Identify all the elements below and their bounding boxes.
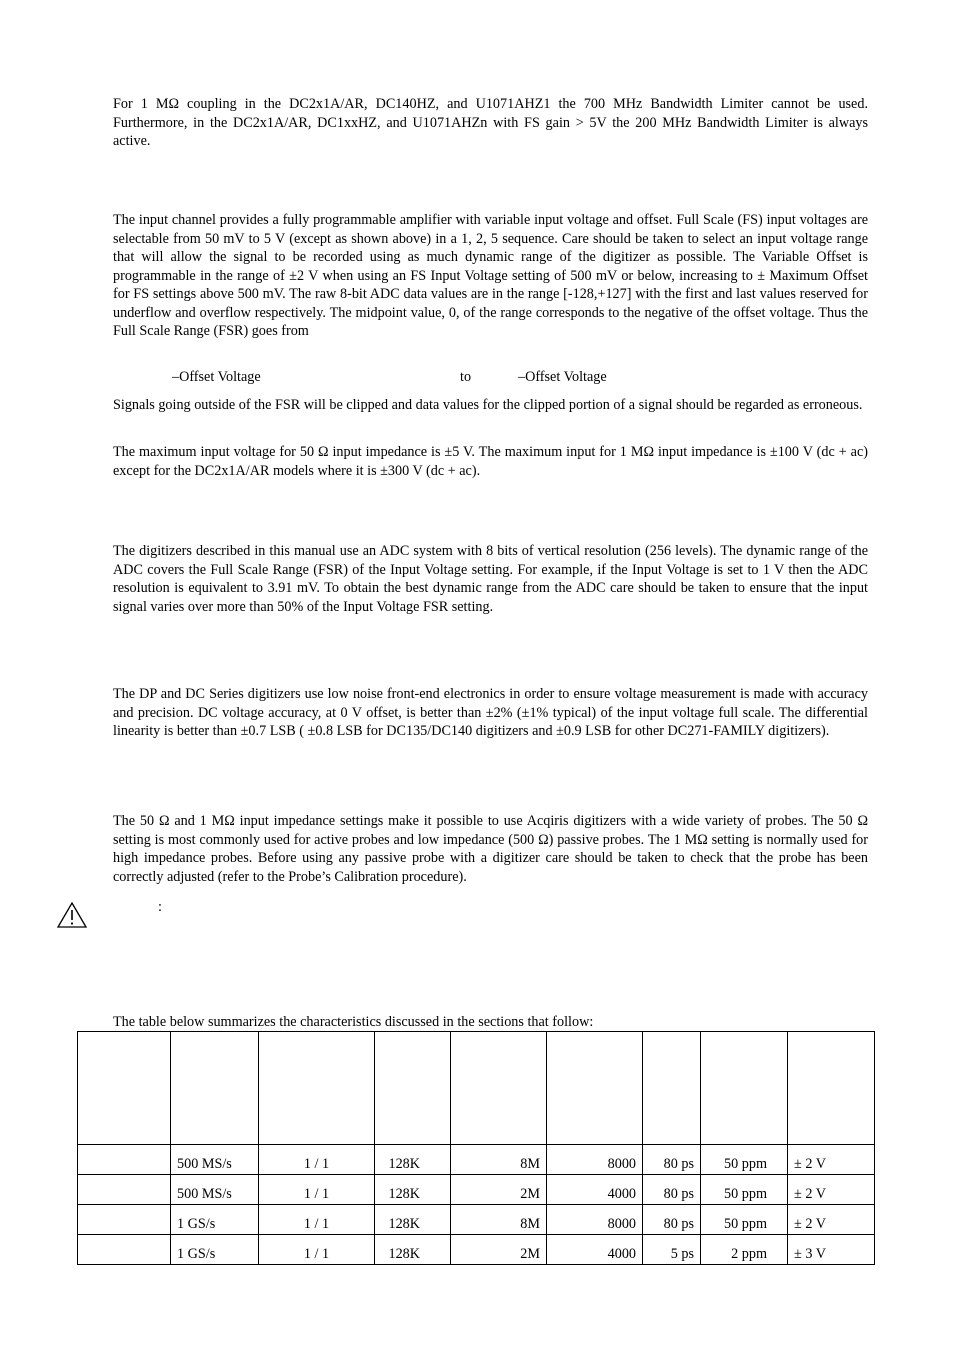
cell-max-memory: 2M <box>451 1175 547 1205</box>
warning-icon <box>57 902 87 928</box>
table-row <box>78 1205 875 1235</box>
table-row <box>78 1145 875 1175</box>
max-input-paragraph: The maximum input voltage for 50 Ω input impedance is ±5 V. The maximum input for 1 MΩ input impedance is ±100 V (dc + ac) except for the DC2x1A/AR models where it is ±300 V (dc + ac). <box>113 444 868 479</box>
characteristics-table <box>77 1031 875 1265</box>
cell-resolution: 80 ps <box>643 1145 701 1175</box>
cell-ratio: 1 / 1 <box>259 1145 375 1175</box>
cell-ppm: 50 ppm <box>701 1205 788 1235</box>
cell-ratio: 1 / 1 <box>259 1175 375 1205</box>
input-channel-paragraph: The input channel provides a fully programmable amplifier with variable input voltage and offset. Full Scale (FS) input voltages are selectable from 50 mV to 5 V (except as shown above) in a 1, 2, 5 sequence. Care should be taken to select an input voltage range that will allow the signal to be recorded using as much dynamic range of the digitizer as possible. The Variable Offset is programmable in the range of ±2 V when using an FS Input Voltage setting of 500 mV or below, increasing to ± Maximum Offset for FS settings above 500 mV. The raw 8-bit ADC data values are in the range [-128,+127] with the first and last values reserved for underflow and overflow respectively. The midpoint value, 0, of the range corresponds to the negative of the offset voltage. Thus the Full Scale Range (FSR) goes from <box>113 212 868 339</box>
cell-resolution: 80 ps <box>643 1175 701 1205</box>
cell-ppm: 50 ppm <box>701 1175 788 1205</box>
fsr-to-word: to <box>460 369 472 385</box>
fsr-to-label: –Offset Voltage <box>518 369 607 385</box>
cell-offset: ± 2 V <box>788 1145 875 1175</box>
fsr-from-label: –Offset Voltage <box>172 369 261 385</box>
cell-ratio: 1 / 1 <box>259 1205 375 1235</box>
cell-offset: ± 2 V <box>788 1205 875 1235</box>
warning-colon: : <box>158 899 162 915</box>
cell-offset: ± 3 V <box>788 1235 875 1265</box>
clipped-paragraph: Signals going outside of the FSR will be clipped and data values for the clipped portion of a signal should be regarded as erroneous. <box>113 397 863 413</box>
table-row <box>78 1175 875 1205</box>
cell-max-memory: 2M <box>451 1235 547 1265</box>
cell-memory: 128K <box>375 1205 451 1235</box>
accuracy-paragraph: The DP and DC Series digitizers use low noise front-end electronics in order to ensure voltage measurement is made with accuracy and precision. DC voltage accuracy, at 0 V offset, is better than ±2% (±1% typical) of the input voltage full scale. The differential linearity is better than ±0.7 LSB ( ±0.8 LSB for DC135/DC140 digitizers and ±0.9 LSB for other DC271-FAMILY digitizers). <box>113 686 868 739</box>
adc-resolution-paragraph: The digitizers described in this manual use an ADC system with 8 bits of vertical resolution (256 levels). The dynamic range of the ADC covers the Full Scale Range (FSR) of the Input Voltage setting. For example, if the Input Voltage is set to 1 V then the ADC resolution is equivalent to 3.91 mV. To obtain the best dynamic range from the ADC care should be taken to ensure that the input signal varies over more than 50% of the Input Voltage FSR setting. <box>113 543 868 615</box>
table-header-row <box>78 1032 875 1145</box>
cell-sample-rate: 500 MS/s <box>171 1145 259 1175</box>
cell-resolution: 80 ps <box>643 1205 701 1235</box>
table-row <box>78 1235 875 1265</box>
cell-memory: 128K <box>375 1175 451 1205</box>
cell-max-memory: 8M <box>451 1145 547 1175</box>
cell-offset: ± 2 V <box>788 1175 875 1205</box>
cell-sample-rate: 1 GS/s <box>171 1205 259 1235</box>
cell-memory: 128K <box>375 1235 451 1265</box>
cell-segments: 8000 <box>547 1145 643 1175</box>
cell-sample-rate: 500 MS/s <box>171 1175 259 1205</box>
cell-memory: 128K <box>375 1145 451 1175</box>
cell-segments: 4000 <box>547 1235 643 1265</box>
cell-ratio: 1 / 1 <box>259 1235 375 1265</box>
cell-ppm: 50 ppm <box>701 1145 788 1175</box>
cell-max-memory: 8M <box>451 1205 547 1235</box>
cell-sample-rate: 1 GS/s <box>171 1235 259 1265</box>
bandwidth-note-paragraph: For 1 MΩ coupling in the DC2x1A/AR, DC140HZ, and U1071AHZ1 the 700 MHz Bandwidth Limiter cannot be used. Furthermore, in the DC2x1A/AR, DC1xxHZ, and U1071AHZn with FS gain > 5V the 200 MHz Bandwidth Limiter is always active. <box>113 96 868 149</box>
cell-segments: 8000 <box>547 1205 643 1235</box>
cell-segments: 4000 <box>547 1175 643 1205</box>
table-intro: The table below summarizes the characteristics discussed in the sections that follow: <box>113 1014 594 1030</box>
cell-ppm: 2 ppm <box>701 1235 788 1265</box>
impedance-paragraph: The 50 Ω and 1 MΩ input impedance settings make it possible to use Acqiris digitizers with a wide variety of probes. The 50 Ω setting is most commonly used for active probes and low impedance (500 Ω) passive probes. The 1 MΩ setting is normally used for high impedance probes. Before using any passive probe with a digitizer care should be taken to check that the probe has been correctly adjusted (refer to the Probe’s Calibration procedure). <box>113 813 868 885</box>
cell-resolution: 5 ps <box>643 1235 701 1265</box>
